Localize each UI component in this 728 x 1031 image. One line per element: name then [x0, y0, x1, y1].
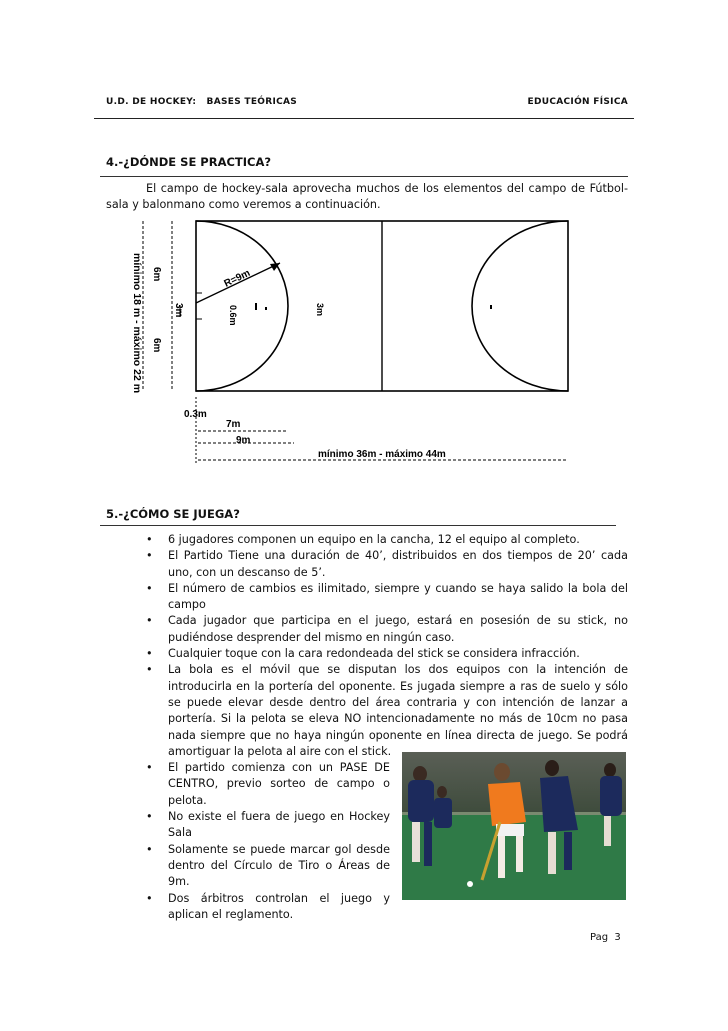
list-item: • El Partido Tiene una duración de 40’, distribuidos en dos tiempos de 20’ cada uno, con un descanso de 5’.	[146, 549, 628, 579]
three-left-label: 3m	[173, 303, 184, 318]
list-item: • Cada jugador que participa en el juego, estará en posesión de su stick, no pudiéndose desprender del mismo en ningún caso.	[146, 614, 628, 644]
header-left: U.D. DE HOCKEY: BASES TEÓRICAS	[106, 97, 298, 107]
left-shooting-circle	[196, 221, 288, 391]
radius-label: R=9m	[222, 267, 253, 290]
spot-distance-label: 0.6m	[228, 305, 238, 326]
header-right: EDUCACIÓN FÍSICA	[527, 97, 628, 107]
section-4-title: 4.-¿DÓNDE SE PRACTICA?	[106, 155, 272, 169]
margin-label: 0.3m	[184, 409, 207, 420]
list-item: • Cualquier toque con la cara redondeada del stick se considera infracción.	[146, 647, 580, 661]
list-item: • La bola es el móvil que se disputan los dos equipos con la intención de introducirla en la portería del oponente. Es jugada siempre a ras de suelo y sólo se puede elevar desde dentro del área contraria y con intención de lanzar a portería. Si la pelota se eleva NO intencionadamente no más de 10cm no pasa nada siempre que no haya ningún oponente en línea directa de juego. Se podrá amortiguar la pelota al aire con el stick.	[146, 663, 628, 758]
section-5-divider	[100, 525, 616, 526]
nine-m-label: 9m	[236, 435, 251, 446]
list-item: • Dos árbitros controlan el juego y aplican el reglamento.	[146, 891, 390, 921]
list-item: • No existe el fuera de juego en Hockey Sala	[146, 810, 390, 840]
six-top-label: 6m	[151, 267, 162, 282]
seven-m-label: 7m	[226, 419, 241, 430]
width-label: mínimo 18 m - máximo 22 m	[131, 253, 143, 394]
intro-text: El campo de hockey-sala aprovecha muchos de los elementos del campo de Fútbol-sala y balonmano como veremos a continuación.	[106, 182, 628, 211]
section-4-divider	[100, 176, 628, 177]
length-label: mínimo 36m - máximo 44m	[318, 449, 446, 460]
header-divider	[94, 118, 634, 119]
list-item: • 6 jugadores componen un equipo en la cancha, 12 el equipo al completo.	[146, 533, 580, 546]
section-4-intro	[106, 181, 628, 213]
list-item: • El número de cambios es ilimitado, siempre y cuando se haya salido la bola del campo	[146, 581, 628, 612]
list-item: • Solamente se puede marcar gol desde dentro del Círculo de Tiro o Áreas de 9m.	[146, 842, 390, 889]
hockey-field-diagram	[118, 213, 578, 468]
right-3m-label: 3m	[315, 303, 325, 317]
six-bottom-label: 6m	[151, 338, 162, 353]
hockey-players-photo	[402, 752, 626, 900]
page-number: Pag 3	[590, 932, 621, 943]
page-header	[106, 97, 628, 107]
list-item: • El partido comienza con un PASE DE CENTRO, previo sorteo de campo o pelota.	[146, 761, 390, 807]
section-5-title: 5.-¿CÓMO SE JUEGA?	[106, 507, 240, 521]
right-shooting-circle	[472, 221, 568, 391]
